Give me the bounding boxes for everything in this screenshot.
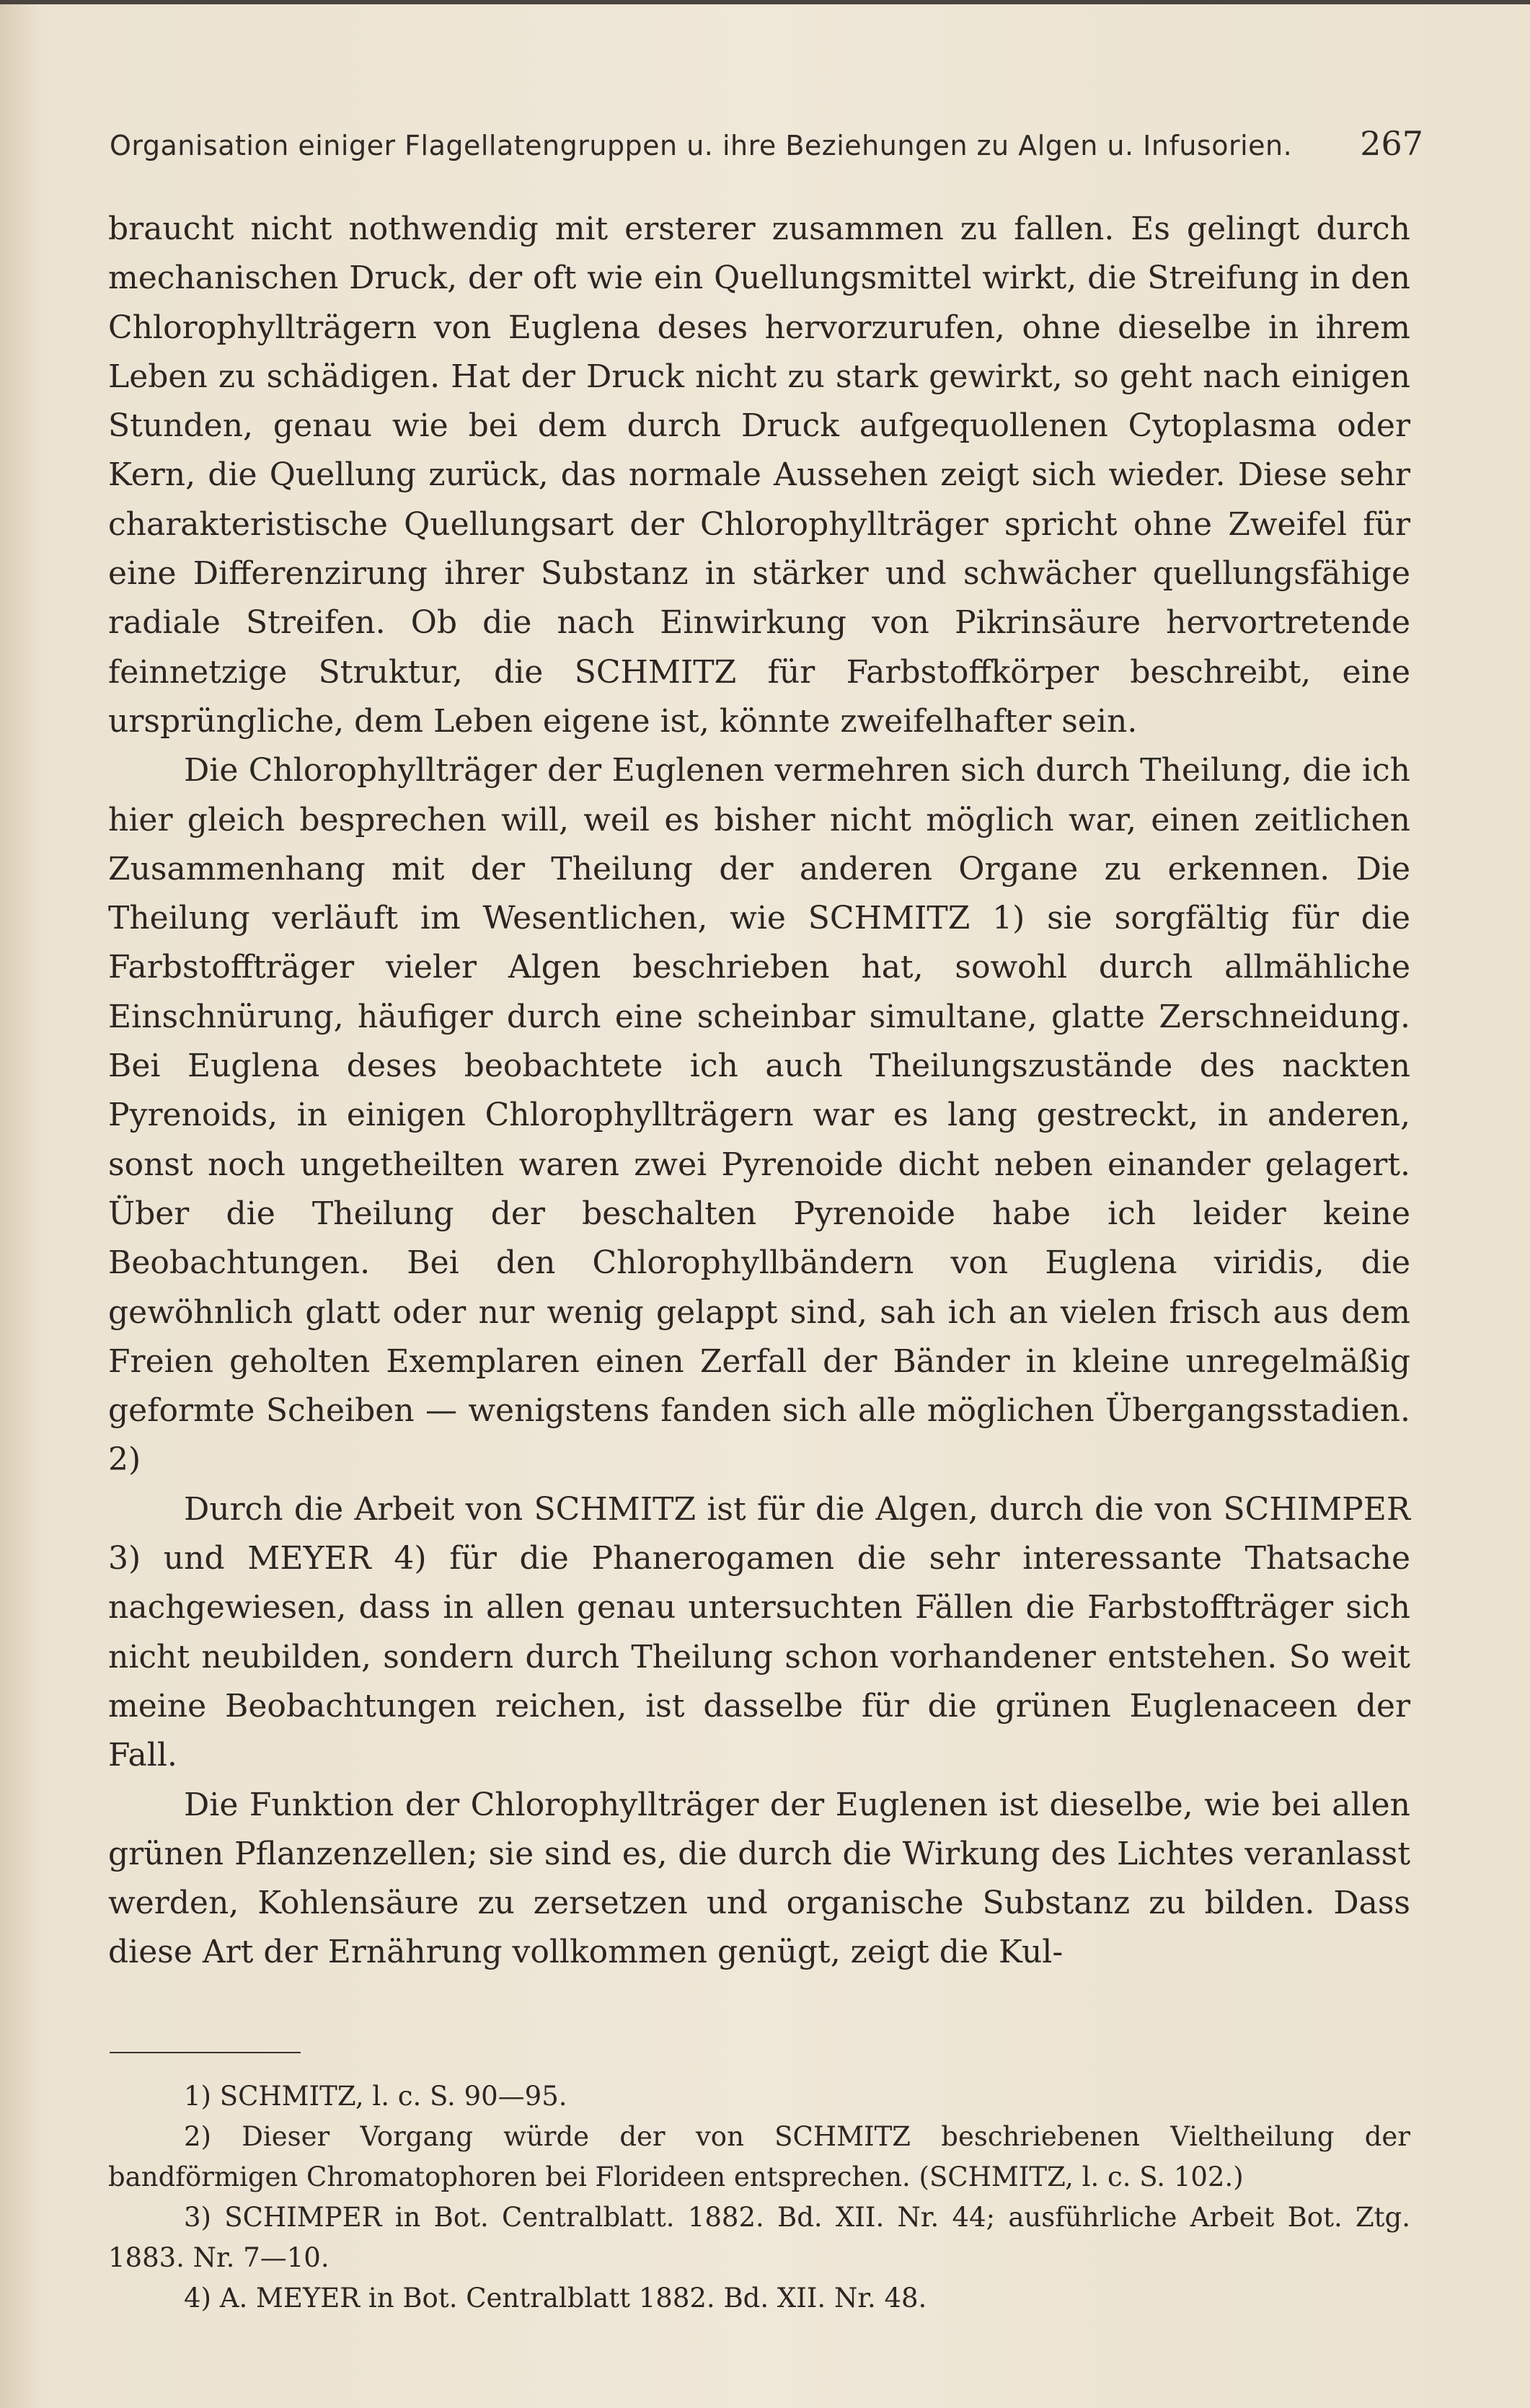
running-header-title: Organisation einiger Flagellatengruppen u. ihre Beziehungen zu Algen u. Infusorien. [110, 130, 1293, 161]
paragraph: Durch die Arbeit von SCHMITZ ist für die Algen, durch die von SCHIMPER 3) und MEYER 4) für die Phanerogamen die sehr interessante Thatsache nachgewiesen, dass in allen genau untersuchten Fällen die Farbstoffträger sich nicht neubilden, sondern durch Theilung schon vorhandener entstehen. So weit meine Beobachtungen reichen, ist dasselbe für die grünen Euglenaceen der Fall. [108, 1490, 1410, 1774]
footnotes [108, 2076, 1410, 2319]
footnote: 4) A. MEYER in Bot. Centralblatt 1882. Bd. XII. Nr. 48. [184, 2283, 927, 2314]
paragraph: Die Chlorophyllträger der Euglenen vermehren sich durch Theilung, die ich hier gleich besprechen will, weil es bisher nicht möglich war, einen zeitlichen Zusammenhang mit der Theilung der anderen Organe zu erkennen. Die Theilung verläuft im Wesentlichen, wie SCHMITZ 1) sie sorgfältig für die Farbstoffträger vieler Algen beschrieben hat, sowohl durch allmähliche Einschnürung, häufiger durch eine scheinbar simultane, glatte Zerschneidung. Bei Euglena deses beobachtete ich auch Theilungszustände des nackten Pyrenoids, in einigen Chlorophyllträgern war es lang gestreckt, in anderen, sonst noch ungetheilten waren zwei Pyrenoide dicht neben einander gelagert. Über die Theilung der beschalten Pyrenoide habe ich leider keine Beobachtungen. Bei den Chlorophyllbändern von Euglena viridis, die gewöhnlich glatt oder nur wenig gelappt sind, sah ich an vielen frisch aus dem Freien geholten Exemplaren einen Zerfall der Bänder in kleine unregelmäßig geformte Scheiben — wenigstens fanden sich alle möglichen Übergangsstadien. 2) [108, 752, 1410, 1479]
running-header [110, 124, 1423, 167]
footnote-divider [110, 2052, 301, 2053]
paragraph-continued: braucht nicht nothwendig mit ersterer zusammen zu fallen. Es gelingt durch mechanischen Druck, der oft wie ein Quellungsmittel wirkt, die Streifung in den Chlorophyllträgern von Euglena deses hervorzurufen, ohne dieselbe in ihrem Leben zu schädigen. Hat der Druck nicht zu stark gewirkt, so geht nach einigen Stunden, genau wie bei dem durch Druck aufgequollenen Cytoplasma oder Kern, die Quellung zurück, das normale Aussehen zeigt sich wieder. Diese sehr charakteristische Quellungsart der Chlorophyllträger spricht ohne Zweifel für eine Differenzirung ihrer Substanz in stärker und schwächer quellungsfähige radiale Streifen. Ob die nach Einwirkung von Pikrinsäure hervortretende feinnetzige Struktur, die SCHMITZ für Farbstoffkörper beschreibt, eine ursprüngliche, dem Leben eigene ist, könnte zweifelhafter sein. [108, 211, 1410, 740]
page-number: 267 [1360, 124, 1423, 163]
footnote: 3) SCHIMPER in Bot. Centralblatt. 1882. Bd. XII. Nr. 44; ausführliche Arbeit Bot. Ztg. 1883. Nr. 7—10. [108, 2202, 1410, 2273]
page-top-edge [0, 0, 1530, 4]
paragraph: Die Funktion der Chlorophyllträger der Euglenen ist dieselbe, wie bei allen grünen Pflanzenzellen; sie sind es, die durch die Wirkung des Lichtes veranlasst werden, Kohlensäure zu zersetzen und organische Substanz zu bilden. Dass diese Art der Ernährung vollkommen genügt, zeigt die Kul- [108, 1786, 1410, 1971]
body-text [108, 205, 1410, 1978]
footnote: 1) SCHMITZ, l. c. S. 90—95. [184, 2081, 567, 2112]
footnote: 2) Dieser Vorgang würde der von SCHMITZ beschriebenen Vieltheilung der bandförmigen Chromatophoren bei Florideen entsprechen. (SCHMITZ, l. c. S. 102.) [108, 2121, 1410, 2192]
